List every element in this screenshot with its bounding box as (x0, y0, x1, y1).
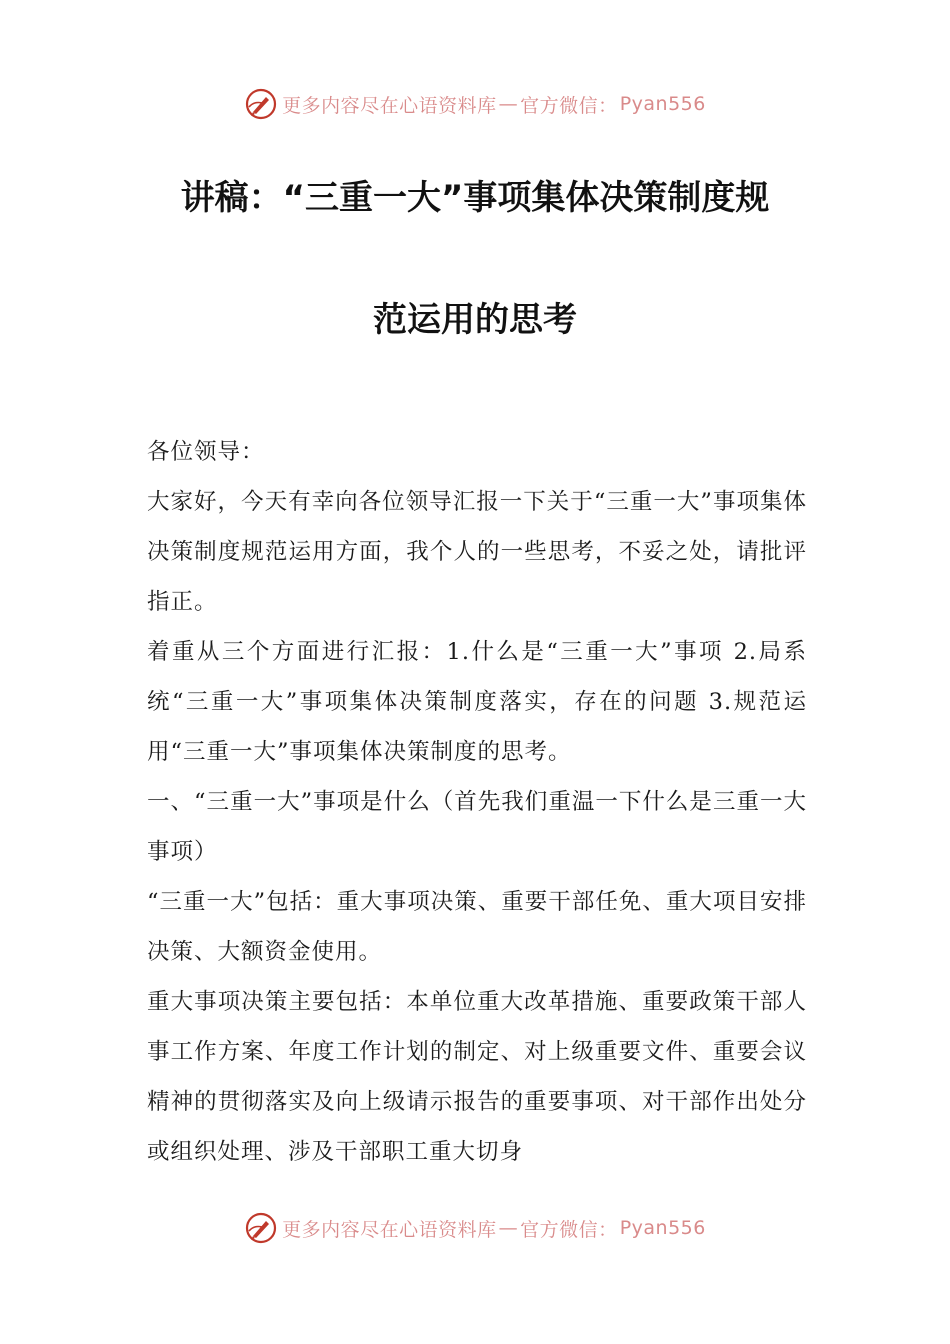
watermark-separator: — (498, 1217, 519, 1239)
paragraph-opening: 大家好，今天有幸向各位领导汇报一下关于“三重一大”事项集体决策制度规范运用方面，我个人的一些思考，不妥之处，请批评指正。 (147, 489, 807, 615)
paragraph-major-decisions: 重大事项决策主要包括：本单位重大改革措施、重要政策干部人事工作方案、年度工作计划的制定、对上级重要文件、重要会议精神的贯彻落实及向上级请示报告的重要事项、对干部作出处分或组织处理、涉及干部职工重大切身 (147, 989, 807, 1165)
watermark-label: 官方微信： (520, 1218, 618, 1241)
pen-logo-icon (244, 1211, 278, 1245)
watermark-id: Pyan556 (619, 93, 706, 115)
document-title-line-1: 讲稿：“三重一大”事项集体决策制度规 (180, 178, 770, 218)
watermark-text: 更多内容尽在心语资料库 (282, 1218, 497, 1241)
paragraph-definition: “三重一大”包括：重大事项决策、重要干部任免、重大项目安排决策、大额资金使用。 (147, 889, 807, 965)
paragraph-salutation: 各位领导： (147, 439, 265, 465)
document-title-line-2: 范运用的思考 (373, 300, 577, 340)
header-watermark (0, 84, 950, 124)
watermark-text: 更多内容尽在心语资料库 (282, 94, 497, 117)
watermark-separator: — (498, 93, 519, 115)
paragraph-section-one-heading: 一、“三重一大”事项是什么（首先我们重温一下什么是三重一大事项） (147, 789, 807, 865)
footer-watermark (0, 1208, 950, 1248)
watermark-id: Pyan556 (619, 1217, 706, 1239)
paragraph-outline: 着重从三个方面进行汇报：1.什么是“三重一大”事项 2.局系统“三重一大”事项集体决策制度落实，存在的问题 3.规范运用“三重一大”事项集体决策制度的思考。 (147, 639, 807, 765)
watermark-label: 官方微信： (520, 94, 618, 117)
pen-logo-icon (244, 87, 278, 121)
document-body (147, 427, 807, 1177)
